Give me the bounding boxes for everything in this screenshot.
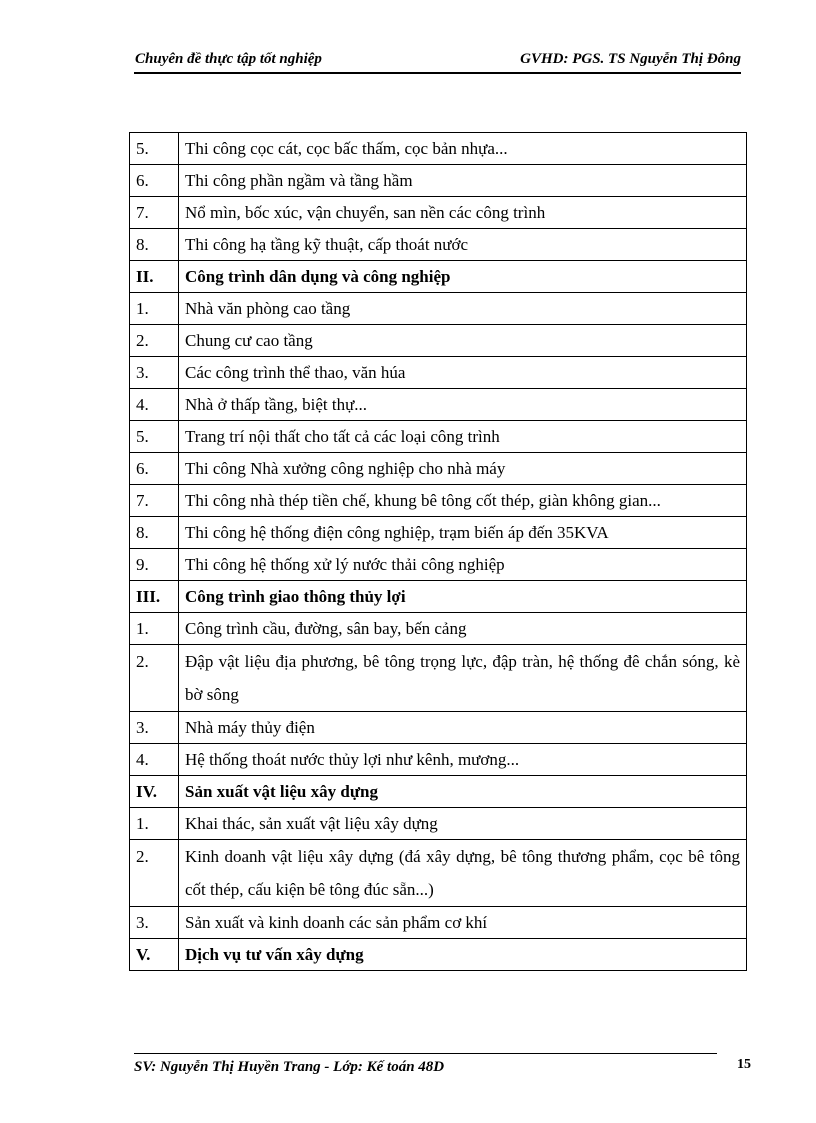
row-number: 1.	[130, 293, 179, 325]
table-row	[130, 645, 747, 712]
section-row	[130, 581, 747, 613]
row-number: 2.	[130, 840, 179, 907]
row-number: V.	[130, 939, 179, 971]
header-left-title: Chuyên đề thực tập tốt nghiệp	[135, 51, 322, 67]
table-row	[130, 744, 747, 776]
row-text: Nhà ở thấp tầng, biệt thự...	[179, 389, 747, 421]
row-text: Nổ mìn, bốc xúc, vận chuyển, san nền các công trình	[179, 197, 747, 229]
row-text: Công trình cầu, đường, sân bay, bến cảng	[179, 613, 747, 645]
row-text: Nhà văn phòng cao tầng	[179, 293, 747, 325]
page-number: 15	[737, 1057, 751, 1072]
section-row	[130, 776, 747, 808]
row-number: 1.	[130, 808, 179, 840]
row-number: III.	[130, 581, 179, 613]
row-number: 6.	[130, 165, 179, 197]
row-number: II.	[130, 261, 179, 293]
table-row	[130, 229, 747, 261]
table-row	[130, 357, 747, 389]
table-row	[130, 549, 747, 581]
row-number: 4.	[130, 389, 179, 421]
row-number: 3.	[130, 357, 179, 389]
business-lines-table	[129, 132, 747, 971]
table-row	[130, 907, 747, 939]
row-text: Sản xuất và kinh doanh các sản phẩm cơ khí	[179, 907, 747, 939]
table-row	[130, 840, 747, 907]
row-number: 4.	[130, 744, 179, 776]
row-number: IV.	[130, 776, 179, 808]
table-row	[130, 133, 747, 165]
table-row	[130, 389, 747, 421]
row-number: 5.	[130, 421, 179, 453]
row-number: 7.	[130, 485, 179, 517]
table-row	[130, 485, 747, 517]
row-text: Đập vật liệu địa phương, bê tông trọng lực, đập tràn, hệ thống đê chắn sóng, kè bờ sông	[179, 645, 747, 712]
table-row	[130, 293, 747, 325]
row-text: Trang trí nội thất cho tất cả các loại công trình	[179, 421, 747, 453]
section-row	[130, 939, 747, 971]
row-text: Công trình dân dụng và công nghiệp	[179, 261, 747, 293]
row-number: 8.	[130, 517, 179, 549]
row-number: 8.	[130, 229, 179, 261]
row-text: Thi công Nhà xưởng công nghiệp cho nhà máy	[179, 453, 747, 485]
row-number: 5.	[130, 133, 179, 165]
table-row	[130, 613, 747, 645]
row-number: 1.	[130, 613, 179, 645]
row-text: Thi công hạ tầng kỹ thuật, cấp thoát nước	[179, 229, 747, 261]
page-header	[134, 50, 741, 74]
row-number: 3.	[130, 907, 179, 939]
row-text: Dịch vụ tư vấn xây dựng	[179, 939, 747, 971]
table-row	[130, 453, 747, 485]
row-text: Công trình giao thông thủy lợi	[179, 581, 747, 613]
row-text: Thi công hệ thống xử lý nước thải công nghiệp	[179, 549, 747, 581]
row-text: Chung cư cao tầng	[179, 325, 747, 357]
table-row	[130, 325, 747, 357]
section-row	[130, 261, 747, 293]
row-text: Thi công hệ thống điện công nghiệp, trạm biến áp đến 35KVA	[179, 517, 747, 549]
table-row	[130, 165, 747, 197]
table-body	[130, 133, 747, 971]
table-row	[130, 808, 747, 840]
footer-student-info: SV: Nguyễn Thị Huyền Trang - Lớp: Kế toán 48D	[134, 1059, 445, 1075]
row-number: 7.	[130, 197, 179, 229]
header-right-supervisor: GVHD: PGS. TS Nguyễn Thị Đông	[520, 51, 741, 67]
row-number: 6.	[130, 453, 179, 485]
row-text: Sản xuất vật liệu xây dựng	[179, 776, 747, 808]
table-row	[130, 517, 747, 549]
table-row	[130, 197, 747, 229]
row-text: Thi công nhà thép tiền chế, khung bê tông cốt thép, giàn không gian...	[179, 485, 747, 517]
row-text: Kinh doanh vật liệu xây dựng (đá xây dựng, bê tông thương phẩm, cọc bê tông cốt thép, cấu kiện bê tông đúc sẵn...)	[179, 840, 747, 907]
row-text: Khai thác, sản xuất vật liệu xây dựng	[179, 808, 747, 840]
row-text: Các công trình thể thao, văn húa	[179, 357, 747, 389]
table-row	[130, 421, 747, 453]
footer-divider	[134, 1053, 717, 1054]
row-number: 3.	[130, 712, 179, 744]
row-number: 2.	[130, 325, 179, 357]
row-text: Nhà máy thủy điện	[179, 712, 747, 744]
row-number: 9.	[130, 549, 179, 581]
table-row	[130, 712, 747, 744]
row-text: Thi công phần ngầm và tầng hầm	[179, 165, 747, 197]
row-text: Hệ thống thoát nước thủy lợi như kênh, mương...	[179, 744, 747, 776]
row-number: 2.	[130, 645, 179, 712]
row-text: Thi công cọc cát, cọc bấc thấm, cọc bản nhựa...	[179, 133, 747, 165]
